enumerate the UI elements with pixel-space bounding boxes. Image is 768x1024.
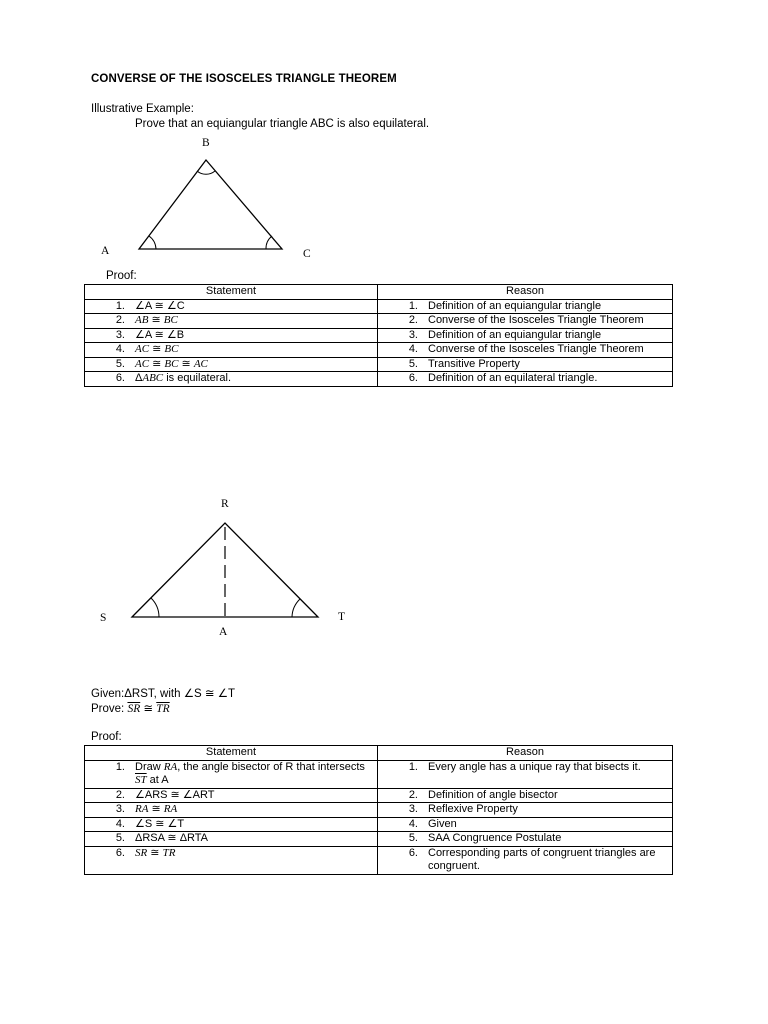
statement-text: $\overline{SR}$ ≅ $\overline{TR}$ — [135, 846, 176, 859]
page-title: CONVERSE OF THE ISOSCELES TRIANGLE THEOREM — [91, 73, 397, 85]
prove-label: Prove: — [91, 703, 125, 715]
statement-text: $\overline{RA}$ ≅ $\overline{RA}$ — [135, 803, 178, 815]
vertex-label-a: A — [101, 245, 110, 257]
proof-label-2: Proof: — [91, 731, 122, 743]
reason-text: Given — [428, 817, 457, 830]
example-prompt: Prove that an equiangular triangle ABC is also equilateral. — [135, 118, 430, 130]
table-row — [85, 832, 673, 847]
reason-text: Corresponding parts of congruent triangles are congruent. — [428, 846, 656, 872]
reason-header: Reason — [378, 285, 673, 300]
reason-text: Converse of the Isosceles Triangle Theorem — [428, 343, 644, 355]
vertex-label-a2: A — [219, 626, 228, 638]
statement-header: Statement — [85, 746, 378, 761]
step-number: 1. — [115, 760, 125, 773]
table-row — [85, 343, 673, 358]
statement-text: ∠A ≅ ∠C — [135, 299, 185, 312]
table-row — [85, 803, 673, 818]
statement-text: $\overline{AC}$ ≅ $\overline{BC}$ — [135, 343, 179, 355]
illustrative-label: Illustrative Example: — [91, 103, 194, 115]
step-number: 6. — [408, 846, 418, 859]
reason-text: Definition of an equiangular triangle — [428, 328, 602, 341]
table-row — [85, 846, 673, 874]
table-row — [85, 314, 673, 329]
step-number: 2. — [408, 314, 418, 326]
statement-text: $\overline{AB}$ ≅ BC — [135, 314, 178, 326]
step-number: 3. — [408, 328, 418, 341]
statement-text: ΔRSA ≅ ΔRTA — [135, 832, 209, 844]
statement-text: ∠S ≅ ∠T — [135, 817, 185, 830]
step-number: 1. — [115, 299, 125, 312]
step-number: 1. — [408, 299, 418, 312]
step-number: 2. — [115, 788, 125, 801]
step-number: 5. — [408, 832, 418, 844]
step-number: 2. — [115, 314, 125, 326]
prove-segment-sr: $\overline{SR}$ — [127, 703, 141, 715]
step-number: 4. — [115, 343, 125, 355]
given-line — [91, 686, 235, 700]
step-number: 5. — [408, 357, 418, 370]
statement-text: ∠A ≅ ∠B — [135, 328, 185, 341]
vertex-label-r: R — [221, 498, 229, 510]
statement-text: $\overline{AC}$ ≅ $\overline{BC}$ ≅ $\overline{AC}$ — [135, 357, 208, 370]
reason-text: Definition of angle bisector — [428, 788, 558, 801]
step-number: 6. — [115, 372, 125, 384]
proof-table-1 — [84, 284, 673, 387]
vertex-label-c: C — [303, 248, 311, 260]
reason-text: Transitive Property — [428, 357, 520, 370]
table-row — [85, 760, 673, 788]
reason-text: SAA Congruence Postulate — [428, 832, 562, 844]
table-row — [85, 788, 673, 803]
step-number: 3. — [115, 803, 125, 815]
step-number: 5. — [115, 832, 125, 844]
statement-text: ∠ARS ≅ ∠ART — [135, 788, 215, 801]
reason-text: Converse of the Isosceles Triangle Theorem — [428, 314, 644, 326]
statement-header: Statement — [85, 285, 378, 300]
proof-label-1: Proof: — [106, 270, 137, 282]
reason-text: Every angle has a unique ray that bisects it. — [428, 760, 641, 773]
congruent-symbol: ≅ — [140, 703, 157, 715]
vertex-label-b: B — [202, 137, 210, 149]
step-number: 4. — [115, 817, 125, 830]
step-number: 2. — [408, 788, 418, 801]
reason-header: Reason — [378, 746, 673, 761]
step-number: 3. — [115, 328, 125, 341]
reason-text: Definition of an equilateral triangle. — [428, 372, 598, 384]
step-number: 4. — [408, 817, 418, 830]
table-row — [85, 817, 673, 832]
prove-segment-tr: $\overline{TR}$ — [156, 703, 170, 715]
table-row — [85, 372, 673, 387]
step-number: 4. — [408, 343, 418, 355]
table-row — [85, 357, 673, 372]
given-text: ΔRST, with ∠S ≅ ∠T — [124, 688, 236, 700]
prove-line — [91, 701, 170, 715]
step-number: 6. — [115, 846, 125, 859]
step-number: 3. — [408, 803, 418, 815]
step-number: 6. — [408, 372, 418, 384]
proof-table-2 — [84, 745, 673, 875]
table-row — [85, 328, 673, 343]
reason-text: Definition of an equiangular triangle — [428, 299, 602, 312]
vertex-label-s: S — [100, 612, 107, 624]
vertex-label-t: T — [338, 611, 346, 623]
statement-text: Draw $\overline{RA}$, the angle bisector of R that intersects $\overline{ST}$ at A — [135, 760, 365, 786]
statement-text: ΔABC is equilateral. — [135, 372, 232, 384]
reason-text: Reflexive Property — [428, 803, 518, 815]
step-number: 1. — [408, 760, 418, 773]
table-row — [85, 299, 673, 314]
step-number: 5. — [115, 357, 125, 370]
given-label: Given: — [91, 688, 125, 700]
